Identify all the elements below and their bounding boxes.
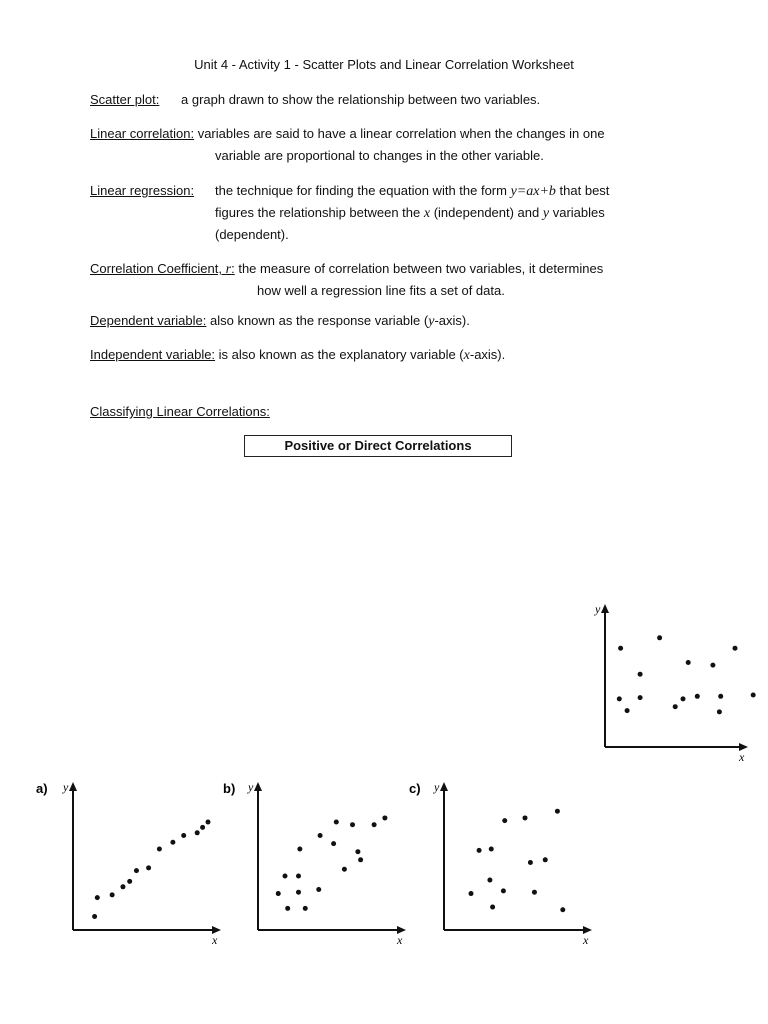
plot-label: b) [223, 781, 236, 796]
data-point [157, 847, 162, 852]
y-axis-arrow [440, 782, 448, 791]
data-point [350, 822, 355, 827]
term-linear-correlation: Linear correlation: [90, 126, 195, 141]
data-point [318, 833, 323, 838]
data-point [501, 888, 506, 893]
data-point [528, 860, 533, 865]
data-point [283, 874, 288, 879]
x-axis-label: x [397, 933, 403, 947]
def-scatter-plot-text: a graph drawn to show the relationship between two variables. [181, 92, 541, 107]
data-point [487, 878, 492, 883]
data-point [296, 890, 301, 895]
def-linear-correlation [90, 126, 605, 141]
data-point [342, 867, 347, 872]
data-point [710, 663, 715, 668]
data-point [181, 833, 186, 838]
data-point [469, 891, 474, 896]
y-axis-arrow [69, 782, 77, 791]
def-linear-correlation-line1: variables are said to have a linear correlation when the changes in one [197, 126, 605, 141]
regression-y-var: y [542, 206, 550, 221]
data-point [489, 847, 494, 852]
def-correlation-coefficient [90, 261, 603, 278]
data-point [681, 696, 686, 701]
scatter-plot-top-right [590, 600, 745, 764]
def-correlation-coefficient-line1: the measure of correlation between two variables, it determines [238, 261, 604, 276]
def-linear-correlation-line2: variable are proportional to changes in the other variable. [215, 148, 544, 163]
data-point [110, 892, 115, 897]
data-point [502, 818, 507, 823]
term-cc-symbol: r [225, 262, 232, 277]
y-axis-label: y [63, 780, 69, 794]
term-dependent-variable: Dependent variable: [90, 313, 207, 328]
data-point [695, 694, 700, 699]
independent-var: x [463, 348, 470, 363]
term-independent-variable: Independent variable: [90, 347, 216, 362]
data-point [276, 891, 281, 896]
data-point [523, 815, 528, 820]
def-correlation-coefficient-line2: how well a regression line fits a set of data. [257, 283, 505, 298]
data-point [560, 907, 565, 912]
term-correlation-coefficient [90, 261, 235, 276]
data-point [146, 865, 151, 870]
data-point [625, 708, 630, 713]
data-point [618, 646, 623, 651]
dependent-var: y [428, 314, 435, 329]
x-axis-label: x [583, 933, 589, 947]
data-point [200, 825, 205, 830]
data-point [120, 884, 125, 889]
data-point [195, 830, 200, 835]
data-point [331, 841, 336, 846]
data-point [355, 849, 360, 854]
data-point [372, 822, 377, 827]
regression-x-var: x [423, 206, 431, 221]
term-linear-regression-wrap [90, 183, 194, 198]
data-point [297, 847, 302, 852]
data-point [382, 815, 387, 820]
data-point [673, 704, 678, 709]
data-point [316, 887, 321, 892]
data-point [170, 840, 175, 845]
independent-text-a: is also known as the explanatory variable ( [218, 347, 464, 362]
term-scatter-plot: Scatter plot: [90, 92, 160, 107]
y-axis-arrow [601, 604, 609, 613]
regression-line2-b: (independent) and [433, 205, 540, 220]
regression-equation: y=ax+b [510, 184, 556, 199]
data-point [334, 820, 339, 825]
data-point [686, 660, 691, 665]
data-point [617, 696, 622, 701]
data-point [127, 879, 132, 884]
data-point [95, 895, 100, 900]
data-point [543, 857, 548, 862]
def-dependent-variable [90, 313, 470, 330]
data-point [206, 820, 211, 825]
y-axis-arrow [254, 782, 262, 791]
dependent-text-a: also known as the response variable ( [209, 313, 429, 328]
term-cc-colon: : [231, 261, 235, 276]
data-point [555, 809, 560, 814]
scatter-plot-c [404, 780, 589, 947]
data-point [477, 848, 482, 853]
regression-line2-a: figures the relationship between the [215, 205, 421, 220]
def-independent-variable [90, 347, 505, 364]
data-point [733, 646, 738, 651]
def-linear-regression-line2 [215, 205, 605, 222]
classifying-heading: Classifying Linear Correlations: [90, 404, 270, 419]
positive-correlations-heading: Positive or Direct Correlations [244, 435, 512, 457]
worksheet-title: Unit 4 - Activity 1 - Scatter Plots and Linear Correlation Worksheet [194, 57, 574, 72]
x-axis-label: x [739, 750, 745, 764]
y-axis-label: y [248, 780, 254, 794]
term-linear-regression: Linear regression: [90, 183, 195, 198]
y-axis-label: y [434, 780, 440, 794]
data-point [358, 857, 363, 862]
def-linear-regression-line3: (dependent). [215, 227, 289, 242]
data-point [296, 874, 301, 879]
data-point [638, 695, 643, 700]
regression-line2-c: variables [552, 205, 605, 220]
data-point [134, 868, 139, 873]
scatter-plot-a [30, 780, 218, 947]
data-point [303, 906, 308, 911]
data-point [657, 635, 662, 640]
def-linear-regression-line1 [215, 183, 609, 200]
data-point [717, 709, 722, 714]
data-point [285, 906, 290, 911]
x-axis-label: x [212, 933, 218, 947]
data-point [92, 914, 97, 919]
plot-label: c) [409, 781, 421, 796]
y-axis-label: y [595, 602, 601, 616]
data-point [638, 672, 643, 677]
term-cc-text: Correlation Coefficient, [90, 261, 222, 276]
data-point [751, 693, 756, 698]
data-point [532, 890, 537, 895]
data-point [718, 694, 723, 699]
independent-text-b: -axis). [469, 347, 506, 362]
def-scatter-plot [90, 92, 159, 107]
scatter-plot-b [218, 780, 403, 947]
regression-text-a: the technique for finding the equation with the form [215, 183, 507, 198]
plot-label: a) [36, 781, 48, 796]
data-point [490, 905, 495, 910]
dependent-text-b: -axis). [434, 313, 470, 328]
regression-text-b: that best [559, 183, 610, 198]
